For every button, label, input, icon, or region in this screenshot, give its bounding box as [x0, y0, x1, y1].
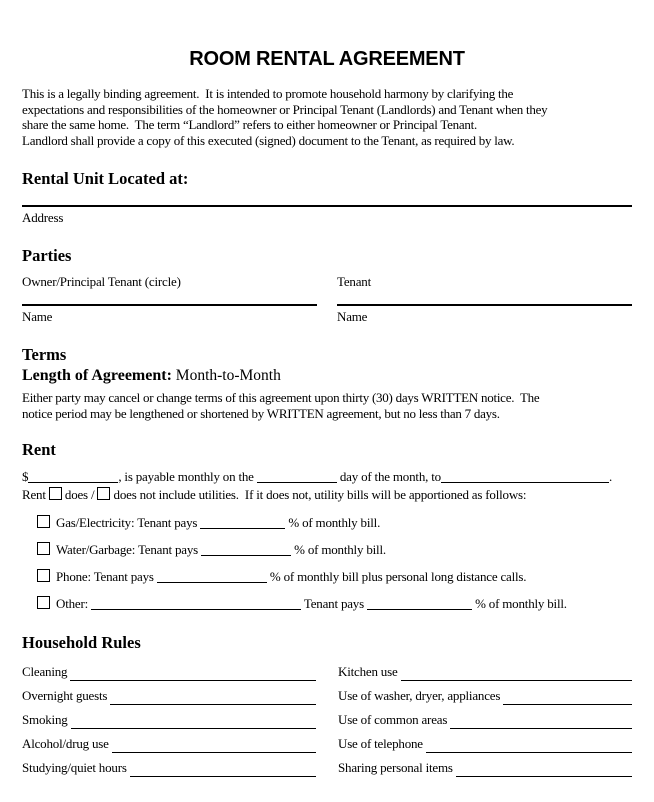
rule-row-alcohol-drug-use [22, 737, 316, 752]
terms-line: Either party may cancel or change terms of this agreement upon thirty (30) days WRITTEN notice. The [22, 390, 540, 405]
rule-label: Studying/quiet hours [22, 759, 127, 775]
rule-row-common-areas [338, 713, 632, 728]
tenant-name-label: Name [337, 309, 368, 324]
rent-amount-blank[interactable] [28, 476, 118, 483]
length-of-agreement-label: Length of Agreement: [22, 367, 172, 384]
other-mid-label: Tenant pays [303, 596, 364, 611]
address-label: Address [22, 210, 64, 225]
rent-day-text: day of the month, to [339, 469, 441, 484]
rules-right-column [338, 655, 632, 775]
rule-label: Smoking [22, 711, 68, 727]
rule-row-telephone [338, 737, 632, 752]
tenant-label: Tenant [337, 274, 371, 289]
parties-heading: Parties [22, 246, 72, 265]
rule-label: Alcohol/drug use [22, 735, 109, 751]
other-label: Other: [56, 596, 89, 611]
phone-checkbox[interactable] [37, 569, 50, 582]
does-not-checkbox[interactable] [97, 487, 110, 500]
gas-electricity-percent-blank[interactable] [200, 522, 285, 529]
water-garbage-checkbox[interactable] [37, 542, 50, 555]
rule-answer-line[interactable] [71, 728, 316, 729]
other-suffix: % of monthly bill. [475, 596, 567, 611]
terms-heading: Terms [22, 345, 67, 364]
rule-answer-line[interactable] [456, 776, 632, 777]
other-checkbox[interactable] [37, 596, 50, 609]
parties-labels-row [22, 271, 632, 289]
terms-paragraph [22, 390, 632, 421]
gas-electricity-label: Gas/Electricity: Tenant pays [56, 515, 198, 530]
rule-row-washer-dryer-appliances [338, 689, 632, 704]
rule-answer-line[interactable] [503, 704, 632, 705]
rent-line-period: . [608, 469, 612, 484]
rental-unit-heading: Rental Unit Located at: [22, 169, 189, 188]
water-garbage-row [37, 542, 632, 557]
rent-word: Rent [22, 487, 46, 502]
owner-name-label: Name [22, 309, 53, 324]
other-percent-blank[interactable] [367, 603, 472, 610]
rule-label: Use of common areas [338, 711, 448, 727]
rule-label: Kitchen use [338, 663, 398, 679]
rule-answer-line[interactable] [450, 728, 632, 729]
length-of-agreement-row [22, 367, 632, 385]
phone-percent-blank[interactable] [157, 576, 267, 583]
utilities-checkbox-list [22, 515, 632, 611]
other-description-blank[interactable] [91, 603, 301, 610]
intro-line: expectations and responsibilities of the homeowner or Principal Tenant (Landlords) and Tenant when they [22, 101, 548, 117]
water-garbage-suffix: % of monthly bill. [294, 542, 386, 557]
intro-line: share the same home. The term “Landlord” refers to either homeowner or Principal Tenant. [22, 117, 478, 132]
slash-separator: / [90, 487, 95, 502]
rule-label: Cleaning [22, 663, 68, 679]
gas-electricity-checkbox[interactable] [37, 515, 50, 528]
rule-row-sharing-personal-items [338, 761, 632, 776]
parties-name-lines-row [22, 289, 632, 306]
intro-line: This is a legally binding agreement. It is intended to promote household harmony by clarifying the [22, 86, 514, 101]
currency-symbol: $ [22, 469, 29, 484]
rule-row-smoking [22, 713, 316, 728]
owner-name-input-line[interactable] [22, 304, 317, 306]
rule-answer-line[interactable] [70, 680, 316, 681]
rule-label: Use of washer, dryer, appliances [338, 687, 501, 703]
length-of-agreement-value: Month-to-Month [175, 367, 281, 384]
rent-payable-line [22, 469, 632, 485]
owner-principal-tenant-label[interactable]: Owner/Principal Tenant (circle) [22, 274, 181, 289]
document-title: ROOM RENTAL AGREEMENT [189, 48, 465, 70]
rule-row-overnight-guests [22, 689, 316, 704]
rule-answer-line[interactable] [110, 704, 316, 705]
other-row [37, 596, 632, 611]
rule-answer-line[interactable] [426, 752, 632, 753]
terms-line: notice period may be lengthened or shortened by WRITTEN agreement, but no less than 7 days. [22, 405, 500, 421]
does-checkbox[interactable] [49, 487, 62, 500]
rule-row-cleaning [22, 665, 316, 680]
does-not-label: does not include utilities. If it does not, utility bills will be apportioned as follows: [113, 487, 527, 502]
phone-row [37, 569, 632, 584]
parties-name-captions-row [22, 306, 632, 324]
rules-left-column [22, 655, 316, 775]
household-rules-grid [22, 655, 632, 775]
rule-row-kitchen-use [338, 665, 632, 680]
address-input-line[interactable] [22, 205, 632, 207]
rule-label: Overnight guests [22, 687, 108, 703]
tenant-name-input-line[interactable] [337, 304, 632, 306]
rule-answer-line[interactable] [130, 776, 316, 777]
phone-label: Phone: Tenant pays [56, 569, 154, 584]
intro-line: Landlord shall provide a copy of this executed (signed) document to the Tenant, as required by law. [22, 132, 515, 148]
rent-utilities-line [22, 487, 632, 503]
phone-suffix: % of monthly bill plus personal long distance calls. [269, 569, 527, 584]
document-page [0, 48, 654, 802]
rule-label: Sharing personal items [338, 759, 453, 775]
intro-paragraph [22, 86, 632, 148]
water-garbage-percent-blank[interactable] [201, 549, 291, 556]
rent-payable-text: , is payable monthly on the [118, 469, 254, 484]
rent-heading: Rent [22, 440, 56, 459]
rent-payee-blank[interactable] [441, 476, 609, 483]
rule-answer-line[interactable] [401, 680, 632, 681]
gas-electricity-row [37, 515, 632, 530]
does-label: does [64, 487, 88, 502]
household-rules-heading: Household Rules [22, 633, 141, 652]
rent-day-blank[interactable] [257, 476, 337, 483]
gas-electricity-suffix: % of monthly bill. [288, 515, 381, 530]
rule-label: Use of telephone [338, 735, 423, 751]
rule-row-studying-quiet-hours [22, 761, 316, 776]
water-garbage-label: Water/Garbage: Tenant pays [56, 542, 199, 557]
rule-answer-line[interactable] [112, 752, 316, 753]
